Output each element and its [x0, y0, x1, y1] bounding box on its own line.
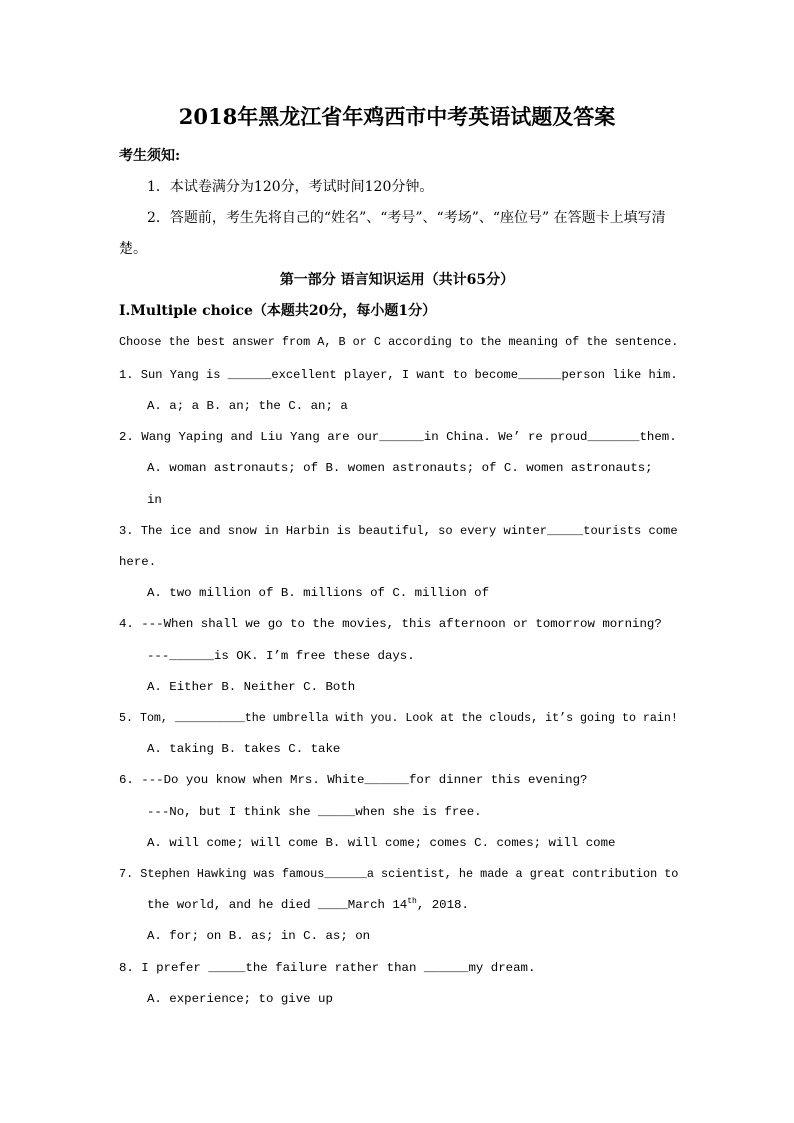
- question-6-answer: ---No, but I think she _____when she is free.: [147, 805, 482, 819]
- question-6: 6. ---Do you know when Mrs. White______for dinner this evening?: [119, 773, 588, 787]
- question-2-options: A. woman astronauts; of B. women astronauts; of C. women astronauts;: [147, 461, 653, 475]
- notice-item-2-cont: 楚。: [119, 241, 147, 257]
- part-heading: 第一部分 语言知识运用（共计65分）: [279, 272, 515, 288]
- question-8-options: A. experience; to give up: [147, 992, 333, 1006]
- notice-item-2: 2．答题前，考生先将自己的“姓名”、“考号”、“考场”、“座位号” 在答题卡上填写清: [147, 210, 666, 226]
- question-3-cont: here.: [119, 555, 157, 569]
- question-7-cont: [147, 896, 469, 912]
- notice-item-1: 1．本试卷满分为120分，考试时间120分钟。: [147, 179, 434, 195]
- instruction-text: Choose the best answer from A, B or C according to the meaning of the sentence.: [119, 335, 679, 349]
- question-3: 3. The ice and snow in Harbin is beautiful, so every winter_____tourists come: [119, 524, 678, 538]
- question-6-options: A. will come; will come B. will come; comes C. comes; will come: [147, 836, 616, 850]
- question-7-cont-end: , 2018.: [416, 898, 469, 912]
- page-title: 2018年黑龙江省年鸡西市中考英语试题及答案: [178, 104, 616, 129]
- question-7-cont-text: the world, and he died ____March 14: [147, 898, 408, 912]
- question-8: 8. I prefer _____the failure rather than ______my dream.: [119, 961, 536, 975]
- section-heading: Ⅰ.Multiple choice（本题共20分，每小题1分）: [119, 303, 437, 319]
- question-4: 4. ---When shall we go to the movies, this afternoon or tomorrow morning?: [119, 617, 662, 631]
- notice-heading: 考生须知:: [119, 148, 181, 164]
- question-7: 7. Stephen Hawking was famous______a scientist, he made a great contribution to: [119, 867, 679, 881]
- ordinal-suffix: th: [407, 896, 417, 906]
- question-1: 1. Sun Yang is ______excellent player, I want to become______person like him.: [119, 368, 678, 382]
- question-2: 2. Wang Yaping and Liu Yang are our______in China. We’ re proud_______them.: [119, 430, 677, 444]
- question-7-options: A. for; on B. as; in C. as; on: [147, 929, 371, 943]
- question-4-options: A. Either B. Neither C. Both: [147, 680, 356, 694]
- question-1-options: A. a; a B. an; the C. an; a: [147, 399, 348, 413]
- question-2-options-cont: in: [147, 493, 162, 507]
- question-5-options: A. taking B. takes C. take: [147, 742, 341, 756]
- question-4-answer: ---______is OK. I’m free these days.: [147, 649, 415, 663]
- question-5: 5. Tom, __________the umbrella with you. Look at the clouds, it’s going to rain!: [119, 711, 678, 725]
- question-3-options: A. two million of B. millions of C. million of: [147, 586, 490, 600]
